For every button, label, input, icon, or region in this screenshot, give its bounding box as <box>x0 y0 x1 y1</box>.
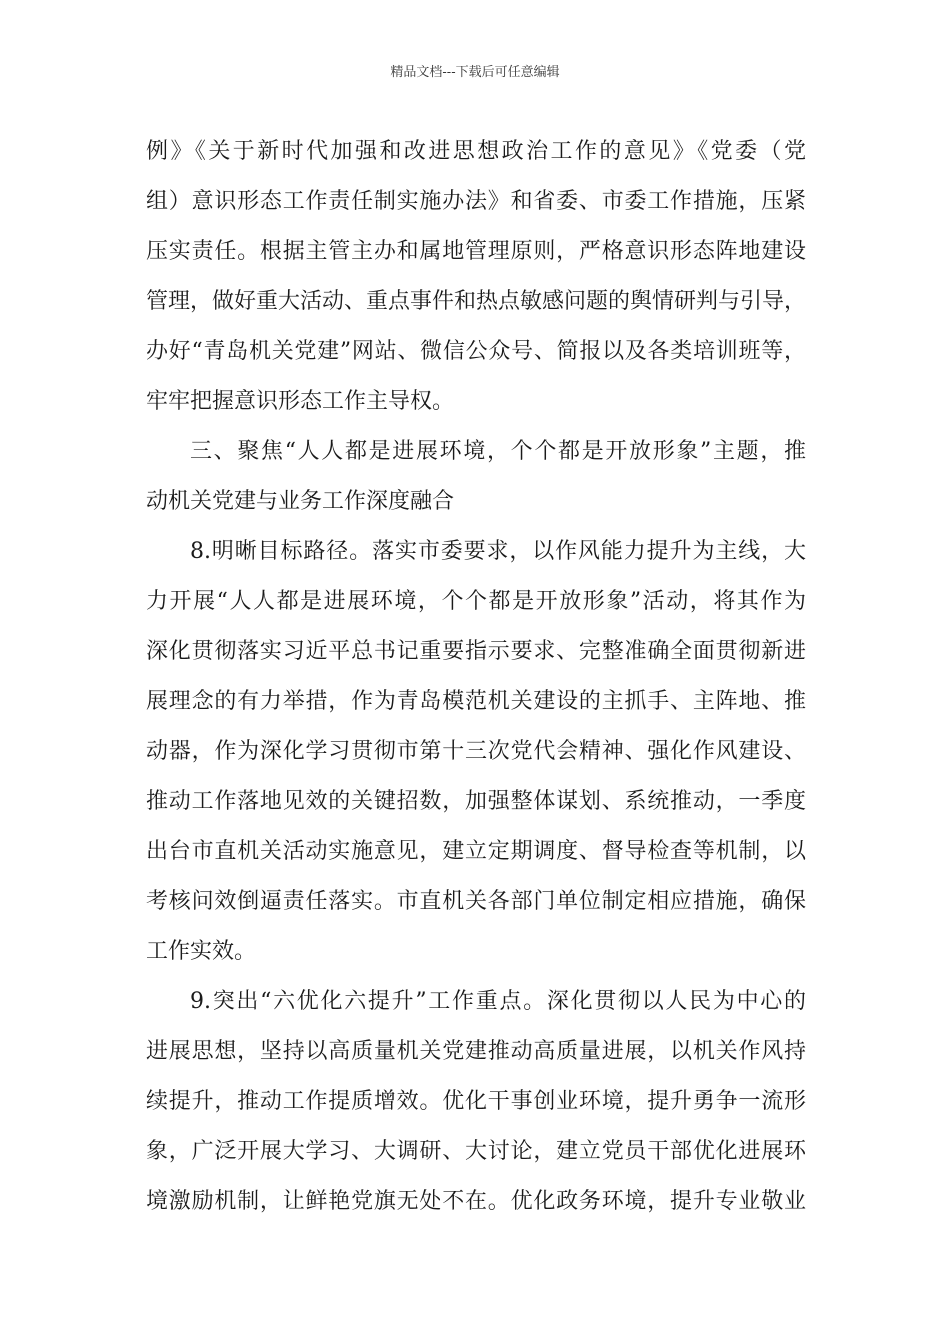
body-line: 动器，作为深化学习贯彻市第十三次党代会精神、强化作风建设、 <box>146 739 806 764</box>
body-line: 深化贯彻落实习近平总书记重要指示要求、完整准确全面贯彻新进 <box>146 639 806 664</box>
body-line: 力开展“人人都是进展环境，个个都是开放形象”活动，将其作为 <box>146 589 806 614</box>
body-line: 牢牢把握意识形态工作主导权。 <box>146 389 455 414</box>
body-line: 境激励机制，让鲜艳党旗无处不在。优化政务环境，提升专业敬业 <box>146 1189 806 1214</box>
body-line: 组）意识形态工作责任制实施办法》和省委、市委工作措施，压紧 <box>146 189 806 214</box>
body-line: 管理，做好重大活动、重点事件和热点敏感问题的舆情研判与引导， <box>146 289 806 314</box>
body-line: 9.突出“六优化六提升”工作重点。深化贯彻以人民为中心的 <box>190 989 806 1014</box>
page-header: 精品文档---下载后可任意编辑 <box>390 65 560 80</box>
section-heading-line: 三、聚焦“人人都是进展环境，个个都是开放形象”主题，推 <box>190 439 806 464</box>
body-line: 推动工作落地见效的关键招数，加强整体谋划、系统推动，一季度 <box>146 789 806 814</box>
body-line: 展理念的有力举措，作为青岛模范机关建设的主抓手、主阵地、推 <box>146 689 806 714</box>
body-line: 续提升，推动工作提质增效。优化干事创业环境，提升勇争一流形 <box>146 1089 806 1114</box>
body-line: 压实责任。根据主管主办和属地管理原则，严格意识形态阵地建设 <box>146 239 806 264</box>
body-line: 出台市直机关活动实施意见，建立定期调度、督导检查等机制，以 <box>146 839 806 864</box>
body-line: 考核问效倒逼责任落实。市直机关各部门单位制定相应措施，确保 <box>146 889 806 914</box>
section-heading-line: 动机关党建与业务工作深度融合 <box>146 489 455 514</box>
body-line: 进展思想，坚持以高质量机关党建推动高质量进展，以机关作风持 <box>146 1039 806 1064</box>
body-line: 象，广泛开展大学习、大调研、大讨论，建立党员干部优化进展环 <box>146 1139 806 1164</box>
body-line: 办好“青岛机关党建”网站、微信公众号、简报以及各类培训班等， <box>146 339 806 364</box>
body-line: 例》《关于新时代加强和改进思想政治工作的意见》《党委（党 <box>146 139 806 164</box>
body-line: 工作实效。 <box>146 939 257 964</box>
body-line: 8.明晰目标路径。落实市委要求，以作风能力提升为主线，大 <box>190 539 806 564</box>
